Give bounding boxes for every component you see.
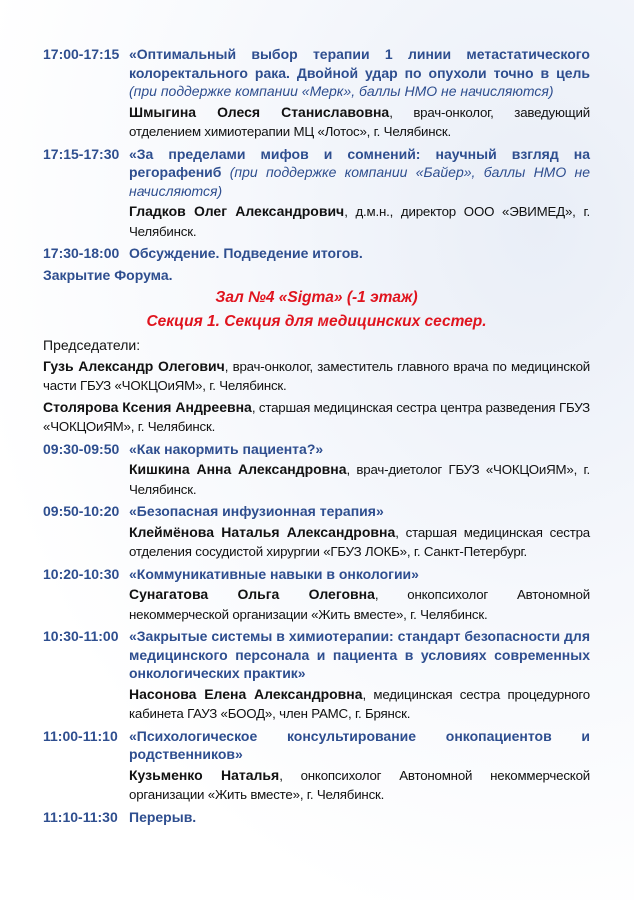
schedule-item [43,145,590,242]
speaker-desc: , старшая медицинская сестра отделения сосудистой хирургии «ГБУЗ ЛОКБ», г. Санкт-Петербург. [129,524,590,559]
item-note: (при поддержке компании «Мерк», баллы НМО не начисляются) [129,83,554,99]
schedule-item [43,627,590,724]
speaker-name: Сунагатова Ольга Олеговна [129,586,375,602]
chair-name: Гузь Александр Олегович [43,357,225,374]
item-title: «Безопасная инфузионная терапия» [129,503,384,519]
item-title: «Оптимальный выбор терапии 1 линии метастатического колоректального рака. Двойной удар по опухоли точно в цель [129,46,590,81]
item-time: 17:30-18:00 [43,245,120,261]
chair-desc: , врач-онколог, заместитель главного врача по медицинской части ГБУЗ «ЧОКЦОиЯМ», г. Челябинск. [43,358,591,393]
speaker-name: Гладков Олег Александрович [129,203,345,219]
speaker-name: Кузьменко Наталья [129,766,280,783]
schedule-item [43,727,590,805]
speaker-name: Шмыгина Олеся Станиславовна [129,103,390,120]
item-title: «Закрытые системы в химиотерапии: стандарт безопасности для медицинского персонала и пациента в условиях современных онкологических практик» [129,628,590,681]
chairs-label: Председатели: [43,337,141,353]
schedule-item [43,244,590,263]
item-time: 17:00-17:15 [43,46,120,62]
chair [43,357,590,396]
schedule-item [43,45,590,142]
speaker-desc: , онкопсихолог Автономной некоммерческой организации «Жить вместе», г. Челябинск. [129,587,590,622]
schedule-item [43,440,590,500]
schedule-item [43,565,590,625]
item-title: Обсуждение. Подведение итогов. [129,245,363,261]
chair-desc: , старшая медицинская сестра центра разведения ГБУЗ «ЧОКЦОиЯМ», г. Челябинск. [43,399,590,434]
program-page [43,45,590,829]
item-title: «Психологическое консультирование онкопациентов и родственников» [129,727,590,762]
speaker-desc: , врач-онколог, заведующий отделением химиотерапии МЦ «Лотос», г. Челябинск. [129,104,590,139]
speaker-desc: , д.м.н., директор ООО «ЭВИМЕД», г. Челябинск. [129,204,590,239]
item-time: 09:50-10:20 [43,503,120,519]
chair [43,398,590,437]
item-time: 10:30-11:00 [43,628,119,644]
item-title: «Как накормить пациента?» [129,440,324,457]
item-time: 11:00-11:10 [43,727,118,744]
speaker-desc: , онкопсихолог Автономной некоммерческой организации «Жить вместе», г. Челябинск. [129,767,590,802]
hall-heading: Зал №4 «Sigma» (-1 этаж) [215,289,418,306]
speaker-name: Кишкина Анна Александровна [129,461,347,477]
speaker-desc: , медицинская сестра процедурного кабинета ГАУЗ «БООД», член РАМС, г. Брянск. [129,686,590,721]
speaker-name: Насонова Елена Александровна [129,685,363,702]
speaker-name: Клеймёнова Наталья Александровна [129,523,396,540]
speaker-desc: , врач-диетолог ГБУЗ «ЧОКЦОиЯМ», г. Челябинск. [129,462,590,497]
schedule-item [43,502,590,562]
closing-text: Закрытие Форума. [43,266,173,283]
item-title: «За пределами мифов и сомнений: научный взгляд на регорафениб [129,145,590,180]
schedule-item [43,808,590,827]
item-time: 10:20-10:30 [43,565,120,582]
item-title: Перерыв. [129,808,197,825]
item-time: 11:10-11:30 [43,808,118,825]
chair-name: Столярова Ксения Андреевна [43,398,252,415]
item-time: 17:15-17:30 [43,145,120,162]
item-note: (при поддержке компании «Байер», баллы НМО не начисляются) [129,164,591,199]
section-heading: Секция 1. Секция для медицинских сестер. [146,313,487,330]
item-time: 09:30-09:50 [43,440,120,457]
item-title: «Коммуникативные навыки в онкологии» [129,565,419,582]
